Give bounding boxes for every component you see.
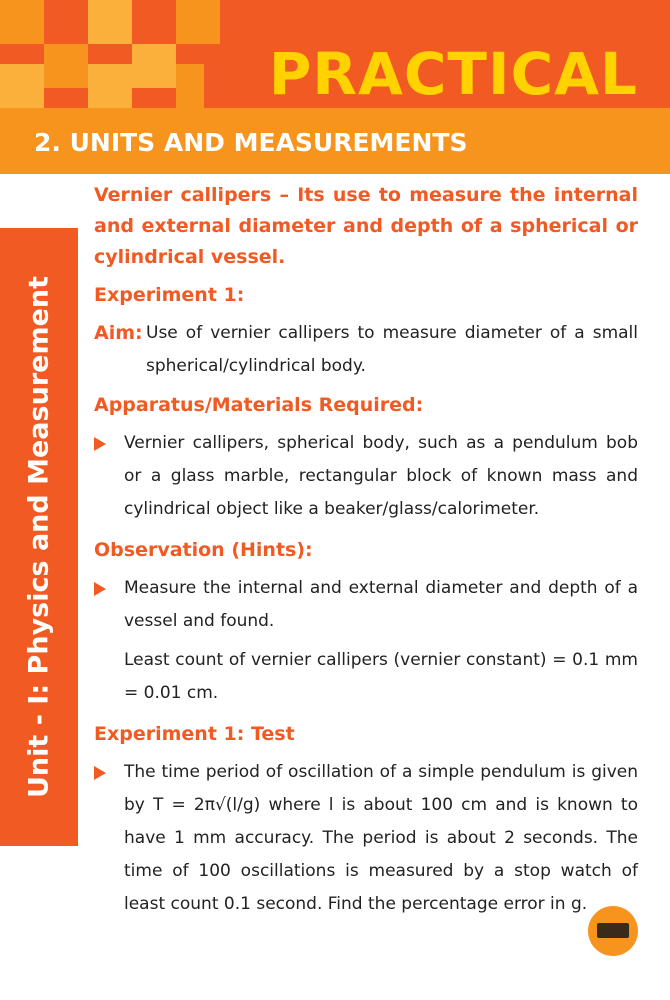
deco-square bbox=[44, 44, 88, 88]
apparatus-text: Vernier callipers, spherical body, such as a pendulum bob or a glass marble, rectangular block of known mass and cylindrical object like a beaker/glass/calorimeter. bbox=[124, 433, 638, 519]
chapter-bar bbox=[0, 108, 670, 174]
page-header bbox=[0, 0, 670, 108]
page-number-mark bbox=[597, 923, 629, 938]
list-item bbox=[94, 427, 638, 526]
deco-square bbox=[176, 64, 204, 108]
bullet-triangle-icon bbox=[94, 437, 106, 451]
deco-square bbox=[132, 44, 176, 88]
experiment1-heading: Experiment 1: bbox=[94, 284, 245, 306]
test-heading: Experiment 1: Test bbox=[94, 723, 295, 745]
apparatus-heading: Apparatus/Materials Required: bbox=[94, 394, 424, 416]
deco-square bbox=[0, 64, 44, 108]
aim-label: Aim: bbox=[94, 322, 143, 344]
list-item bbox=[94, 572, 638, 638]
deco-square bbox=[176, 0, 220, 44]
chapter-title: 2. UNITS AND MEASUREMENTS bbox=[34, 128, 468, 157]
deco-square bbox=[0, 0, 44, 44]
section-label: PRACTICAL bbox=[268, 40, 638, 108]
lead-text: Vernier callipers – Its use to measure the internal and external diameter and depth of a spherical or cylindrical vessel. bbox=[94, 184, 638, 268]
aim-row bbox=[94, 317, 638, 383]
aim-text: Use of vernier callipers to measure diameter of a small spherical/cylindrical body. bbox=[146, 323, 638, 376]
deco-square bbox=[88, 0, 132, 44]
observation-heading: Observation (Hints): bbox=[94, 539, 313, 561]
test-text: The time period of oscillation of a simple pendulum is given by T = 2π√(l/g) where l is about 100 cm and is known to have 1 mm accuracy. The period is about 2 seconds. The time of 100 oscillations is measured by a stop watch of least count 0.1 second. Find the percentage error in g. bbox=[124, 762, 638, 914]
bullet-triangle-icon bbox=[94, 766, 106, 780]
observation-text: Measure the internal and external diameter and depth of a vessel and found. bbox=[124, 578, 638, 631]
least-count-text: Least count of vernier callipers (vernier constant) = 0.1 mm = 0.01 cm. bbox=[124, 650, 638, 703]
deco-square bbox=[88, 64, 132, 108]
bullet-triangle-icon bbox=[94, 582, 106, 596]
list-item bbox=[94, 756, 638, 921]
unit-side-label: Unit - I: Physics and Measurement bbox=[23, 275, 55, 799]
page-content bbox=[94, 180, 638, 921]
